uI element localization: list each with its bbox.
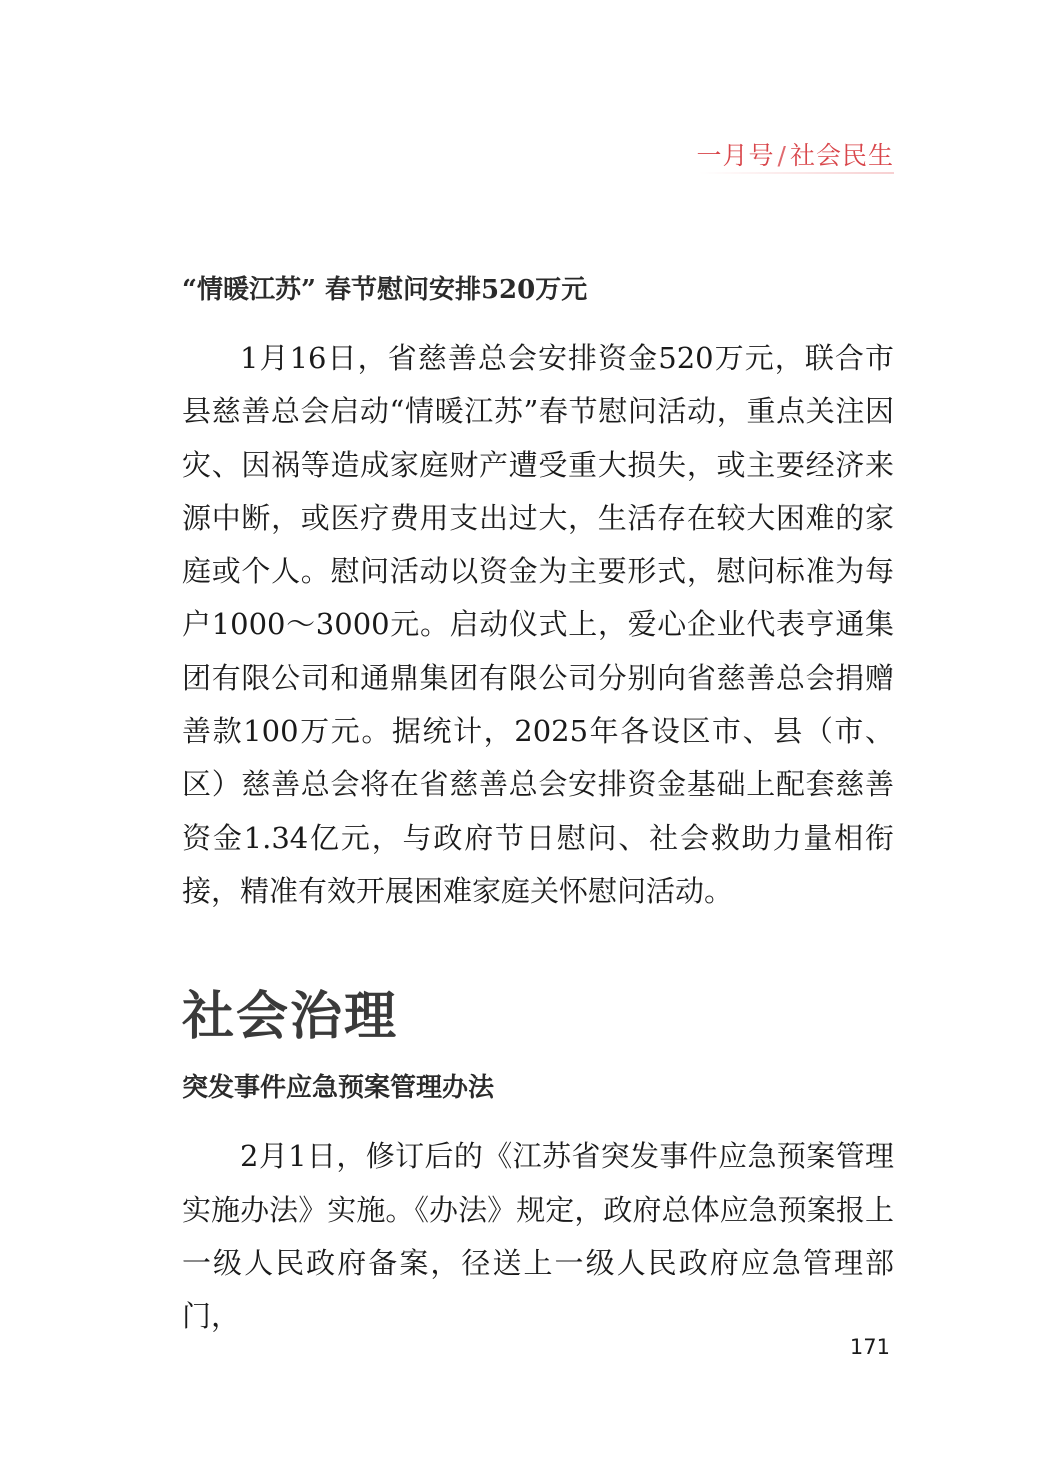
page-number: 171 [849, 1335, 890, 1359]
article-heading: “情暖江苏” 春节慰问安排520万元 [182, 275, 588, 305]
issue-label: 一月号 [696, 141, 775, 170]
header-divider [699, 172, 894, 174]
article-body-2: 2月1日，修订后的《江苏省突发事件应急预案管理实施办法》实施。《办法》规定，政府总体应急预案报上一级人民政府备案，径送上一级人民政府应急管理部门， [182, 1139, 894, 1334]
chapter-title: 社会治理 [182, 987, 399, 1048]
article-body: 1月16日，省慈善总会安排资金520万元，联合市县慈善总会启动“情暖江苏”春节慰问活动，重点关注因灾、因祸等造成家庭财产遭受重大损失，或主要经济来源中断，或医疗费用支出过大，生活存在较大困难的家庭或个人。慰问活动以资金为主要形式，慰问标准为每户1000～3000元。启动仪式上，爱心企业代表亨通集团有限公司和通鼎集团有限公司分别向省慈善总会捐赠善款100万元。据统计，2025年各设区市、县（市、区）慈善总会将在省慈善总会安排资金基础上配套慈善资金1.34亿元，与政府节日慰问、社会救助力量相衔接，精准有效开展困难家庭关怀慰问活动。 [182, 341, 894, 908]
page-content [182, 262, 894, 1343]
header-separator: / [777, 141, 787, 170]
article-heading-2: 突发事件应急预案管理办法 [182, 1073, 495, 1104]
running-header [697, 136, 894, 172]
section-label: 社会民生 [789, 141, 894, 170]
